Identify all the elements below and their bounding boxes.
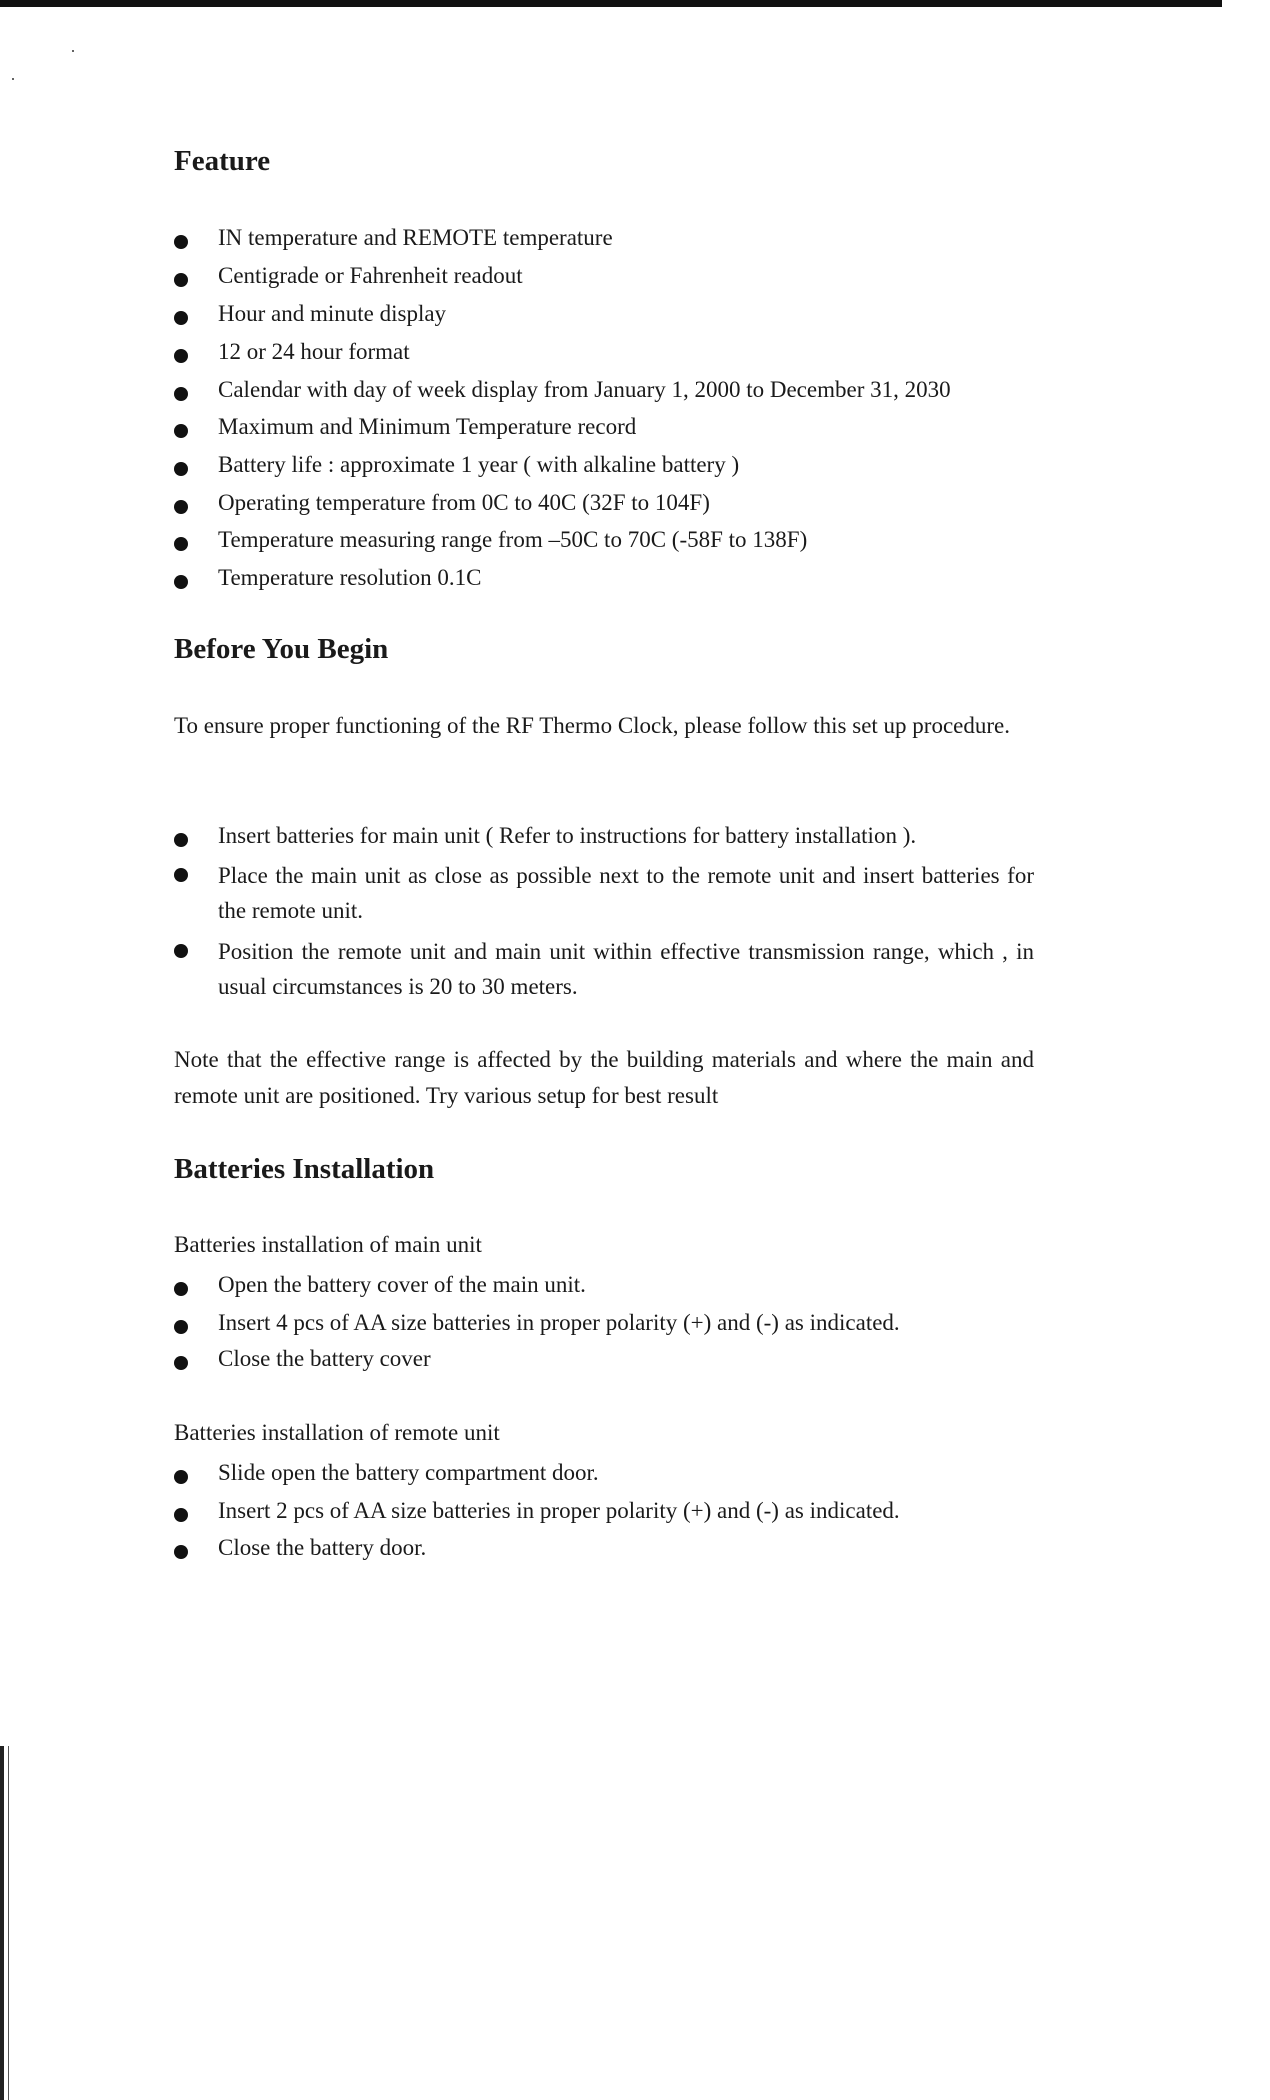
- scan-left-border: [0, 1746, 4, 2100]
- before-intro-paragraph: To ensure proper functioning of the RF Thermo Clock, please follow this set up procedure.: [174, 713, 1010, 738]
- main-unit-step: [174, 1346, 1034, 1372]
- feature-item-text: IN temperature and REMOTE temperature: [218, 225, 613, 250]
- feature-item: [174, 377, 1034, 403]
- bullet-icon: [174, 500, 188, 514]
- main-unit-step-text: Insert 4 pcs of AA size batteries in proper polarity (+) and (-) as indicated.: [218, 1310, 900, 1335]
- remote-unit-step: [174, 1498, 1034, 1524]
- feature-item: [174, 339, 1034, 365]
- before-item: [174, 823, 1034, 849]
- bullet-icon: [174, 1356, 188, 1370]
- feature-item: [174, 527, 1034, 553]
- bullet-icon: [174, 424, 188, 438]
- before-item-text: Position the remote unit and main unit within effective transmission range, which , in usual circumstances is 20 to 30 meters.: [218, 939, 1034, 999]
- remote-unit-step-text: Slide open the battery compartment door.: [218, 1460, 599, 1485]
- remote-unit-step-text: Close the battery door.: [218, 1535, 427, 1560]
- feature-item-text: Operating temperature from 0C to 40C (32F to 104F): [218, 490, 710, 515]
- bullet-icon: [174, 575, 188, 589]
- before-item-text: Place the main unit as close as possible next to the remote unit and insert batteries for the remote unit.: [218, 863, 1034, 923]
- before-item: [174, 934, 1034, 1004]
- before-you-begin-heading: Before You Begin: [174, 633, 389, 665]
- feature-item: [174, 565, 1034, 591]
- bullet-icon: [174, 833, 188, 847]
- before-item-text: Insert batteries for main unit ( Refer to instructions for battery installation ).: [218, 823, 917, 848]
- feature-item-text: Temperature measuring range from –50C to 70C (-58F to 138F): [218, 527, 808, 552]
- bullet-icon: [174, 387, 188, 401]
- bullet-icon: [174, 944, 188, 958]
- bullet-icon: [174, 537, 188, 551]
- scan-top-border: [0, 0, 1222, 7]
- remote-unit-step: [174, 1460, 1034, 1486]
- before-item: [174, 858, 1034, 928]
- bullet-icon: [174, 462, 188, 476]
- bullet-icon: [174, 1320, 188, 1334]
- main-unit-step: [174, 1272, 1034, 1298]
- feature-item-text: Battery life : approximate 1 year ( with alkaline battery ): [218, 452, 740, 477]
- bullet-icon: [174, 868, 188, 882]
- feature-item-text: Centigrade or Fahrenheit readout: [218, 263, 523, 288]
- feature-item: [174, 414, 1034, 440]
- feature-item: [174, 301, 1034, 327]
- bullet-icon: [174, 235, 188, 249]
- feature-item: [174, 263, 1034, 289]
- remote-unit-step-text: Insert 2 pcs of AA size batteries in proper polarity (+) and (-) as indicated.: [218, 1498, 900, 1523]
- bullet-icon: [174, 349, 188, 363]
- feature-item: [174, 452, 1034, 478]
- feature-item: [174, 490, 1034, 516]
- bullet-icon: [174, 311, 188, 325]
- remote-unit-step: [174, 1535, 1034, 1561]
- remote-unit-label: Batteries installation of remote unit: [174, 1420, 500, 1445]
- scan-speck: [12, 78, 14, 80]
- batteries-installation-heading: Batteries Installation: [174, 1153, 435, 1185]
- main-unit-step-text: Close the battery cover: [218, 1346, 431, 1371]
- bullet-icon: [174, 1282, 188, 1296]
- main-unit-step: [174, 1310, 1034, 1336]
- main-unit-step-text: Open the battery cover of the main unit.: [218, 1272, 586, 1297]
- main-unit-label: Batteries installation of main unit: [174, 1232, 482, 1257]
- feature-item-text: Maximum and Minimum Temperature record: [218, 414, 637, 439]
- feature-item-text: Temperature resolution 0.1C: [218, 565, 482, 590]
- feature-item: [174, 225, 1034, 251]
- bullet-icon: [174, 1545, 188, 1559]
- bullet-icon: [174, 1508, 188, 1522]
- feature-heading: Feature: [174, 145, 271, 177]
- bullet-icon: [174, 273, 188, 287]
- feature-item-text: Calendar with day of week display from January 1, 2000 to December 31, 2030: [218, 377, 951, 402]
- scan-speck: [72, 50, 74, 52]
- before-note-paragraph: Note that the effective range is affected by the building materials and where the main and remote unit are positioned. Try various setup for best result: [174, 1047, 1034, 1108]
- feature-item-text: Hour and minute display: [218, 301, 447, 326]
- scan-left-border-inner: [8, 1746, 9, 2100]
- feature-item-text: 12 or 24 hour format: [218, 339, 410, 364]
- bullet-icon: [174, 1470, 188, 1484]
